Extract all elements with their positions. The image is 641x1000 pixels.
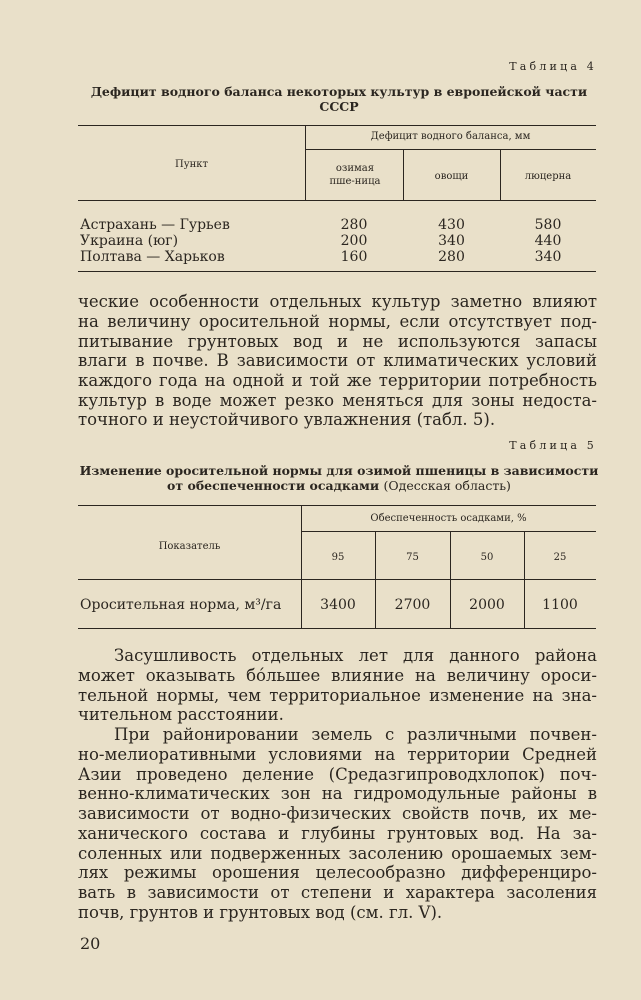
table4-veg: 430 <box>438 217 465 233</box>
table4-col-group: Дефицит водного баланса, мм <box>370 131 531 142</box>
text-line: тельной нормы, чем территориальное изменение на зна- <box>78 686 597 705</box>
table5-title-main: Изменение оросительной нормы для озимой пшеницы в зависимости от обеспеченности осадками <box>79 463 599 493</box>
table4-label: Таблица 4 <box>509 60 597 73</box>
table4-wheat: 280 <box>340 217 368 233</box>
table4-head-rule <box>78 200 596 201</box>
table5-col: 50 <box>480 552 494 563</box>
table5-label: Таблица 5 <box>509 439 597 452</box>
table4-title: Дефицит водного баланса некоторых культур в европейской части СССР <box>90 84 588 114</box>
table5-col-indicator: Показатель <box>158 541 221 552</box>
table5-col: 75 <box>406 552 419 563</box>
table4-col-veg: овощи <box>434 171 469 182</box>
table4-group-rule <box>305 149 596 150</box>
text-line: на величину оросительной нормы, если отсутствует под- <box>78 312 597 331</box>
table5-group-rule <box>301 531 596 532</box>
table4-point: Украина (юг) <box>80 233 179 249</box>
table5-value: 3400 <box>320 597 356 613</box>
table4-veg: 340 <box>438 233 465 249</box>
table5-col: 95 <box>331 552 345 563</box>
text-line: точного и неустойчивого увлажнения (табл. 5). <box>78 410 496 429</box>
table4-col-wheat: озимая пше-ница <box>329 163 381 187</box>
table4-col-alfalfa: люцерна <box>524 171 572 182</box>
text-line: венно-климатических зон на гидромодульные районы в <box>78 784 597 803</box>
table4-top-rule <box>78 125 596 126</box>
table5-bottom-rule <box>78 628 596 629</box>
table4-point: Астрахань — Гурьев <box>80 217 230 233</box>
table4-col-point: Пункт <box>174 159 209 170</box>
table4-point: Полтава — Харьков <box>80 249 225 265</box>
table5-value: 1100 <box>542 597 578 613</box>
table4-bottom-rule <box>78 271 596 272</box>
text-line: зависимости от водно-физических свойств почв, их ме- <box>78 804 597 823</box>
text-line: может оказывать бо́льшее влияние на величину ороси- <box>78 666 597 685</box>
text-line: питывание грунтовых вод и не используются запасы <box>78 332 597 351</box>
text-line: почв, грунтов и грунтовых вод (см. гл. V). <box>78 903 443 922</box>
text-line: но-мелиоративными условиями на территории Средней <box>78 745 597 764</box>
text-line: влаги в почве. В зависимости от климатических условий <box>78 351 597 370</box>
text-line: Азии проведено деление (Средазгипроводхлопок) поч- <box>78 765 597 784</box>
table4-wheat: 160 <box>340 249 368 265</box>
table4-alfalfa: 580 <box>534 217 562 233</box>
text-line: ханического состава и глубины грунтовых вод. На за- <box>78 824 597 843</box>
page-number: 20 <box>80 934 101 953</box>
text-line: ческие особенности отдельных культур заметно влияют <box>78 292 597 311</box>
text-line: соленных или подверженных засолению орошаемых зем- <box>78 844 597 863</box>
table5-col: 25 <box>553 552 567 563</box>
table4-wheat: 200 <box>340 233 368 249</box>
text-line: каждого года на одной и той же территории потребность <box>78 371 597 390</box>
text-line: При районировании земель с различными почвен- <box>114 725 597 744</box>
table5-col-group: Обеспеченность осадками, % <box>370 513 527 524</box>
text-line: вать в зависимости от степени и характера засоления <box>78 883 597 902</box>
text-line: лях режимы орошения целесообразно дифференциро- <box>78 863 597 882</box>
table5-head-rule <box>78 579 596 580</box>
text-line: Засушливость отдельных лет для данного района <box>114 646 597 665</box>
table4-alfalfa: 440 <box>534 233 562 249</box>
table4-veg: 280 <box>438 249 465 265</box>
table5-row-label: Оросительная норма, м³/га <box>80 597 282 613</box>
table5-value: 2700 <box>394 597 431 613</box>
table5-title-region: (Одесская область) <box>383 478 511 493</box>
table5-value: 2000 <box>469 597 505 613</box>
table5-title <box>78 463 600 493</box>
table4-alfalfa: 340 <box>534 249 562 265</box>
table5-top-rule <box>78 505 596 506</box>
text-line: культур в воде может резко меняться для зоны недоста- <box>78 391 597 410</box>
text-line: чительном расстоянии. <box>78 705 284 724</box>
